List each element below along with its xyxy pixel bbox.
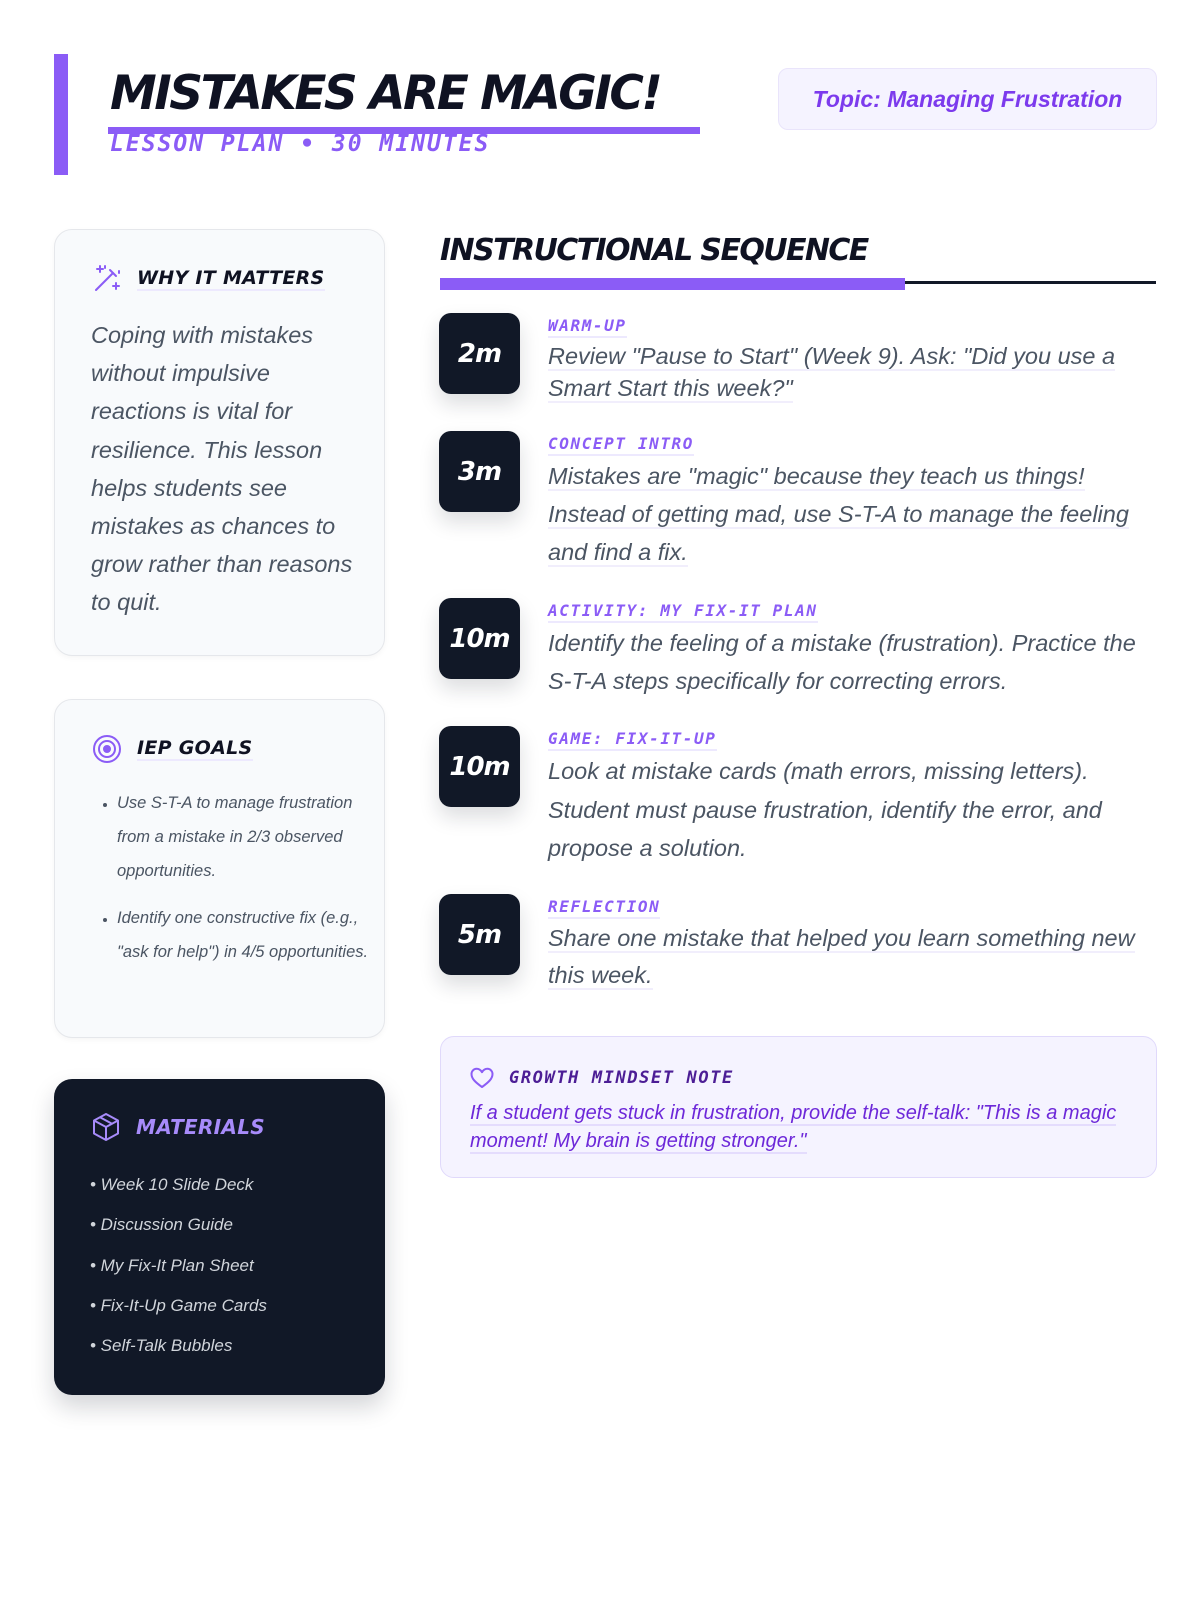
sequence-rule-accent xyxy=(440,278,905,290)
materials-card xyxy=(54,1079,385,1395)
step-duration-badge: 2m xyxy=(439,313,520,394)
step-description: Mistakes are "magic" because they teach us things! Instead of getting mad, use S-T-A to manage the feeling and find a fix. xyxy=(548,463,1129,565)
page-subtitle: LESSON PLAN • 30 MINUTES xyxy=(110,131,491,157)
step-label: CONCEPT INTRO xyxy=(548,434,694,456)
materials-list xyxy=(90,1165,267,1366)
step-description: Identify the feeling of a mistake (frustration). Practice the S-T-A steps specifically for correcting errors. xyxy=(548,630,1136,694)
page-title: MISTAKES ARE MAGIC! xyxy=(110,66,661,121)
target-icon xyxy=(91,733,123,765)
note-header xyxy=(469,1065,734,1091)
materials-item: • My Fix-It Plan Sheet xyxy=(90,1255,254,1275)
header-accent-bar xyxy=(54,54,68,175)
step-label: GAME: FIX-IT-UP xyxy=(548,729,717,751)
sequence-heading: INSTRUCTIONAL SEQUENCE xyxy=(440,233,868,268)
iep-goals-header xyxy=(91,733,253,765)
step-description: Review "Pause to Start" (Week 9). Ask: "Did you use a Smart Start this week?" xyxy=(548,343,1116,401)
iep-goal-item: • Identify one constructive fix (e.g., "ask for help") in 4/5 opportunities. xyxy=(117,901,379,969)
step-description: Look at mistake cards (math errors, missing letters). Student must pause frustration, identify the error, and propose a solution. xyxy=(548,758,1102,861)
iep-goals-card xyxy=(54,699,385,1038)
materials-item: • Fix-It-Up Game Cards xyxy=(90,1295,267,1315)
step-label: WARM-UP xyxy=(548,316,627,338)
why-it-matters-text: Coping with mistakes without impulsive reactions is vital for resilience. This lesson helps students see mistakes as chances to grow rather than reasons to quit. xyxy=(91,322,353,616)
materials-item: • Discussion Guide xyxy=(90,1215,233,1235)
why-it-matters-card xyxy=(54,229,385,656)
heart-icon xyxy=(469,1065,495,1091)
step-duration-badge: 10m xyxy=(439,598,520,679)
iep-goals-heading: IEP GOALS xyxy=(137,737,253,759)
iep-goals-list xyxy=(91,786,379,982)
step-label: ACTIVITY: MY FIX-IT PLAN xyxy=(548,601,818,623)
step-duration-badge: 5m xyxy=(439,894,520,975)
note-heading: GROWTH MINDSET NOTE xyxy=(509,1068,734,1088)
step-description: Share one mistake that helped you learn something new this week. xyxy=(548,925,1135,988)
materials-item: • Self-Talk Bubbles xyxy=(90,1336,233,1356)
materials-header xyxy=(90,1111,265,1143)
materials-heading: MATERIALS xyxy=(136,1115,265,1139)
note-text: If a student gets stuck in frustration, provide the self-talk: "This is a magic moment! My brain is getting stronger." xyxy=(470,1102,1117,1152)
growth-mindset-note xyxy=(440,1036,1157,1178)
materials-item: • Week 10 Slide Deck xyxy=(90,1175,254,1194)
box-icon xyxy=(90,1111,122,1143)
why-it-matters-header xyxy=(91,263,325,295)
step-label: REFLECTION xyxy=(548,897,660,919)
topic-badge: Topic: Managing Frustration xyxy=(778,68,1157,130)
step-duration-badge: 10m xyxy=(439,726,520,807)
why-it-matters-heading: WHY IT MATTERS xyxy=(137,267,325,289)
magic-wand-icon xyxy=(91,263,123,295)
step-duration-badge: 3m xyxy=(439,431,520,512)
iep-goal-item: • Use S-T-A to manage frustration from a mistake in 2/3 observed opportunities. xyxy=(117,786,379,888)
